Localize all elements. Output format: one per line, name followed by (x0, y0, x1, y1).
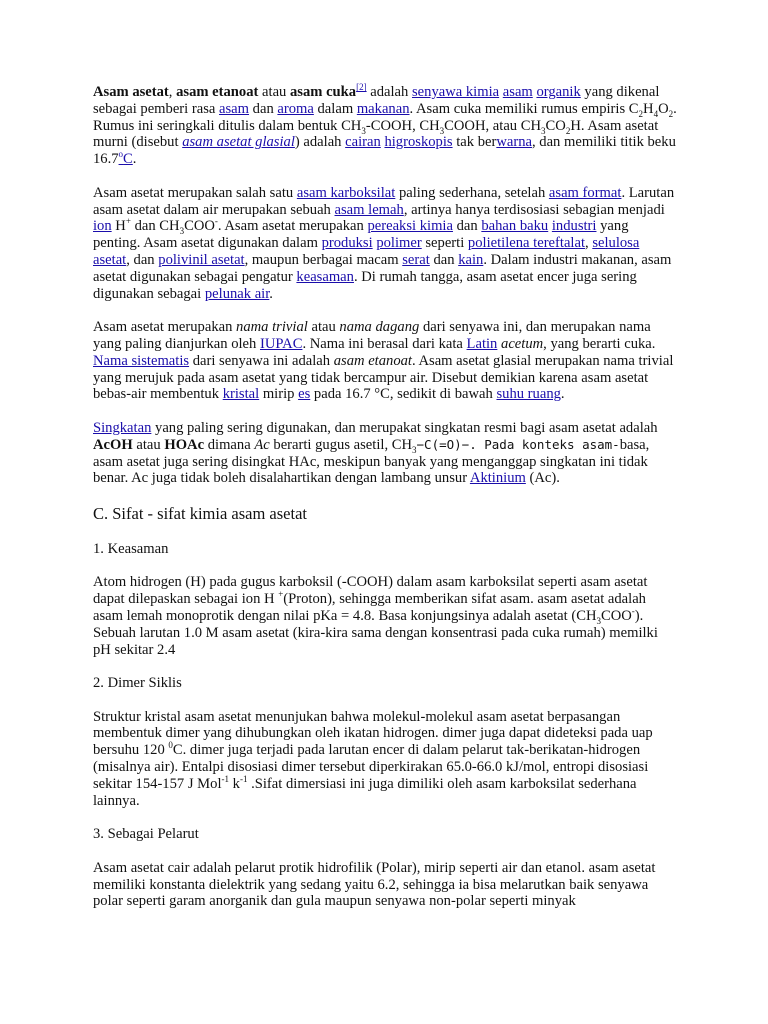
paragraph-karboksilat: Asam asetat merupakan salah satu asam karboksilat paling sederhana, setelah asam format. Larutan asam asetat dalam air merupakan sebuah asam lemah, artinya hanya terdisosiasi sebagian menjadi ion H+ dan $CH_3COO^-$. Asam asetat merupakan pereaksi kimia dan bahan baku industri yang penting. Asam asetat digunakan dalam produksi polimer seperti polietilena tereftalat, selulosa asetat, dan polivinil asetat, maupun berbagai macam serat dan kain. Dalam industri makanan, asam asetat digunakan sebagai pengatur keasaman. Di rumah tangga, asam asetat encer juga sering digunakan sebagai pelunak air. (93, 184, 675, 302)
link-selulosa-asetat[interactable]: selulosa asetat (93, 235, 640, 268)
subsection-title-pelarut: 3. Sebagai Pelarut (93, 826, 199, 843)
link-es[interactable]: es (298, 386, 311, 403)
link-asam[interactable]: asam (502, 84, 533, 100)
link-asam-karboksilat[interactable]: asam karboksilat (296, 184, 396, 201)
link-industri[interactable]: industri (551, 218, 597, 235)
subsection-title-dimer: 2. Dimer Siklis (93, 675, 182, 692)
link-makanan[interactable]: makanan (356, 100, 410, 117)
link-polimer[interactable]: polimer (376, 235, 422, 252)
subsection-title-keasaman: 1. Keasaman (93, 540, 169, 557)
paragraph-singkatan: Singkatan yang paling sering digunakan, dan merupakat singkatan resmi bagi asam asetat adalah AcOH atau HOAc dimana Ac berarti gugus asetil, $CH_3-C(=O)-$. Pada konteks asam-basa, asam asetat juga sering disingkat HAc, meskipun banyak yang menganggap singkatan ini tidak benar. Ac juga tidak boleh disalahartikan dengan lambang unsur Aktinium (Ac). (93, 419, 658, 487)
link-nama-sistematis[interactable]: Nama sistematis (93, 352, 190, 369)
link-asam-asetat-glasial[interactable]: asam asetat glasial (182, 134, 295, 151)
link-serat[interactable]: serat (402, 251, 430, 268)
link-latin[interactable]: Latin (466, 335, 498, 352)
link-celsius[interactable]: $^o$C (118, 149, 133, 168)
paragraph-dimer: Struktur kristal asam asetat menunjukan bahwa molekul-molekul asam asetat berpasangan membentuk dimer yang dihubungkan oleh ikatan hidrogen. dimer juga dapat dideteksi pada uap bersuhu 120 $^0$C. dimer juga terjadi pada larutan encer di dalam pelarut tak-berikatan-hidrogen (misalnya air). Entalpi disosiasi dimer tersebut diperkirakan 65.0-66.0 kJ/mol, entropi disosiasi sekitar 154-157 J Mol$^{-1}$ $k^{-1}$ .Sifat dimersiasi ini juga dimiliki oleh asam karboksilat sederhana lainnya. (93, 708, 653, 809)
link-iupac[interactable]: IUPAC (259, 335, 303, 352)
link-produksi[interactable]: produksi (321, 235, 373, 252)
link-warna[interactable]: warna (496, 134, 532, 151)
link-bahan-baku[interactable]: bahan baku (481, 218, 549, 235)
paragraph-pelarut: Asam asetat cair adalah pelarut protik hidrofilik (Polar), mirip seperti air dan etanol. asam asetat memiliki konstanta dielektrik yang sedang yaitu 6.2, sehingga ia bisa melarutkan baik senyawa polar seperti garam anorganik dan gula maupun senyawa non-polar seperti minyak (93, 859, 656, 910)
link-ion[interactable]: ion (93, 218, 112, 235)
paragraph-nama: Asam asetat merupakan nama trivial atau nama dagang dari senyawa ini, dan merupakan nama yang paling dianjurkan oleh IUPAC. Nama ini berasal dari kata Latin acetum, yang berarti cuka. Nama sistematis dari senyawa ini adalah asam etanoat. Asam asetat glasial merupakan nama trivial yang merujuk pada asam asetat yang tidak bercampur air. Disebut demikian karena asam asetat bebas-air membentuk kristal mirip es pada 16.7 °C, sedikit di bawah suhu ruang. (93, 319, 674, 403)
link-pereaksi-kimia[interactable]: pereaksi kimia (367, 218, 453, 235)
link-suhu-ruang[interactable]: suhu ruang (496, 386, 561, 403)
link-asam[interactable]: asam (219, 100, 250, 117)
link-senyawa-kimia[interactable]: senyawa kimia (411, 84, 500, 100)
link-kristal[interactable]: kristal (222, 386, 260, 403)
term-bold: Asam asetat (93, 84, 169, 100)
link-higroskopis[interactable]: higroskopis (384, 134, 453, 151)
link-polivinil-asetat[interactable]: polivinil asetat (158, 251, 245, 268)
link-aktinium[interactable]: Aktinium (469, 470, 526, 487)
link-organik[interactable]: organik (536, 84, 581, 100)
term-bold: asam cuka (290, 84, 357, 100)
link-singkatan[interactable]: Singkatan (93, 419, 152, 436)
link-aroma[interactable]: aroma (277, 100, 314, 117)
link-cairan[interactable]: cairan (345, 134, 381, 151)
link-asam-format[interactable]: asam format (548, 184, 622, 201)
term-bold: asam etanoat (176, 84, 259, 100)
link-keasaman[interactable]: keasaman (296, 268, 354, 285)
section-heading: C. Sifat - sifat kimia asam asetat (93, 503, 307, 523)
link-pelunak-air[interactable]: pelunak air (204, 285, 270, 302)
reference-link[interactable]: [2] (356, 82, 367, 93)
link-polietilena-tereftalat[interactable]: polietilena tereftalat (467, 235, 586, 252)
link-kain[interactable]: kain (458, 251, 484, 268)
paragraph-keasaman: Atom hidrogen (H) pada gugus karboksil (-COOH) dalam asam karboksilat seperti asam asetat dapat dilepaskan sebagai ion H +(Proton), sehingga memberikan sifat asam. asam asetat adalah asam lemah monoprotik dengan nilai pKa = 4.8. Basa konjungsinya adalah asetat $(CH_3COO^-)$. Sebuah larutan 1.0 M asam asetat (kira-kira sama dengan konsentrasi pada cuka rumah) memilki pH sekitar 2.4 (93, 574, 658, 658)
link-asam-lemah[interactable]: asam lemah (334, 201, 404, 218)
paragraph-intro: Asam asetat, asam etanoat atau asam cuka[2] adalah senyawa kimia asam organik yang dikenal sebagai pemberi rasa asam dan aroma dalam makanan. Asam cuka memiliki rumus empiris $C_2H_4O_2$. Rumus ini seringkali ditulis dalam bentuk $CH_3$-COOH, $CH_3COOH$, atau $CH_3CO_2H$. Asam asetat murni (disebut asam asetat glasial) adalah cairan higroskopis tak berwarna, dan memiliki titik beku 16.7$^o$C. (93, 82, 677, 168)
